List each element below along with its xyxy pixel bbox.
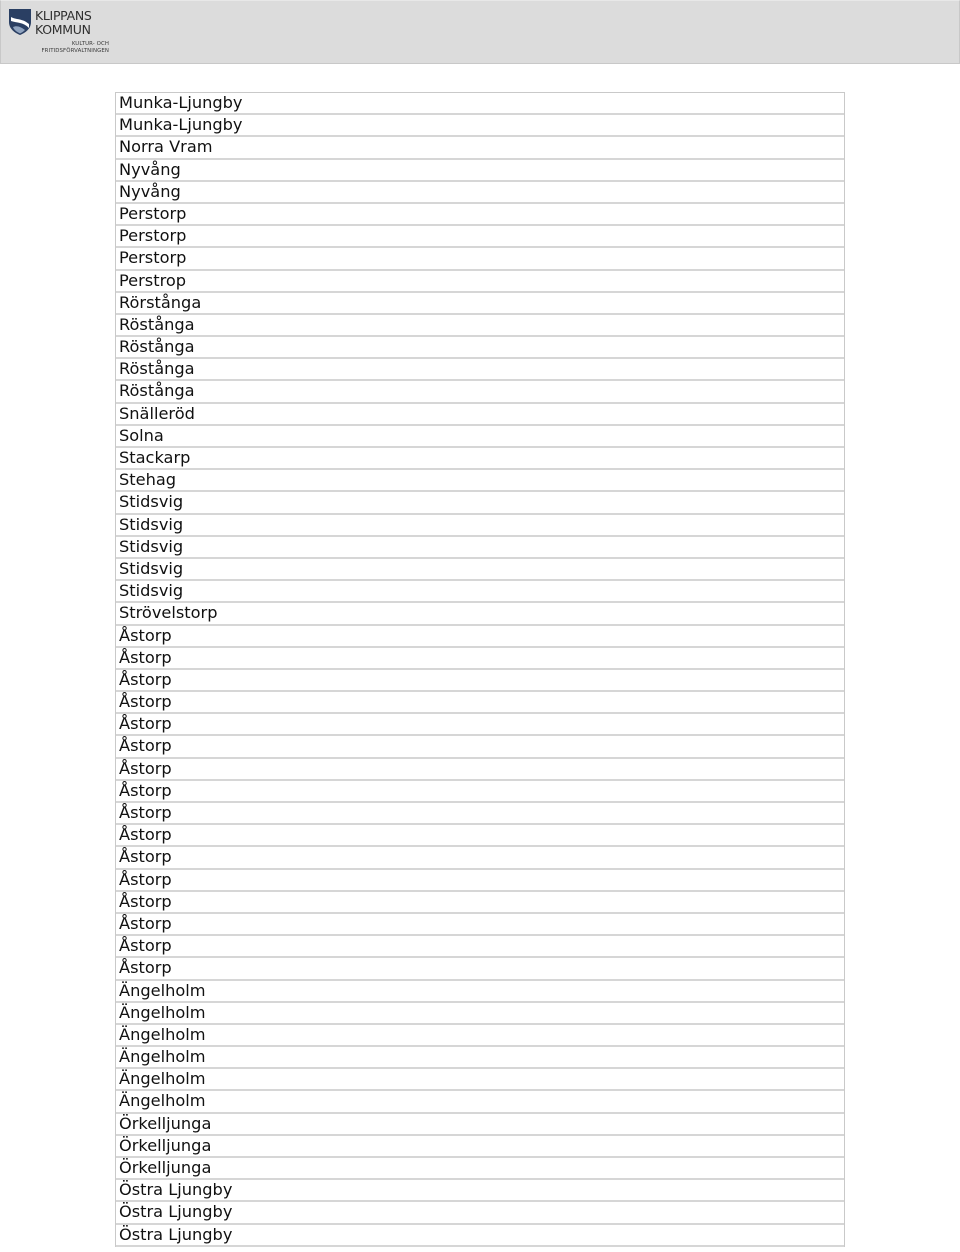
table-row: Östra Ljungby xyxy=(116,1202,844,1224)
table-row: Stidsvig xyxy=(116,559,844,581)
table-row: Åstorp xyxy=(116,936,844,958)
table-row: Åstorp xyxy=(116,648,844,670)
department-name: KULTUR- OCH FRITIDSFÖRVALTNINGEN xyxy=(41,41,109,54)
table-row: Åstorp xyxy=(116,736,844,758)
table-row: Åstorp xyxy=(116,714,844,736)
table-row: Ängelholm xyxy=(116,1003,844,1025)
table-row: Ängelholm xyxy=(116,1069,844,1091)
table-row: Åstorp xyxy=(116,759,844,781)
table-row: Munka-Ljungby xyxy=(116,115,844,137)
table-row: Åstorp xyxy=(116,803,844,825)
table-row: Stehag xyxy=(116,470,844,492)
table-row: Röstånga xyxy=(116,337,844,359)
table-row: Ängelholm xyxy=(116,981,844,1003)
table-row: Munka-Ljungby xyxy=(116,93,844,115)
table-row: Åstorp xyxy=(116,626,844,648)
table-row: Östra Ljungby xyxy=(116,1180,844,1202)
page-header xyxy=(0,0,960,64)
table-row: Åstorp xyxy=(116,670,844,692)
table-row: Nyvång xyxy=(116,182,844,204)
table-row: Åstorp xyxy=(116,781,844,803)
table-row: Rörstånga xyxy=(116,293,844,315)
table-row: Ängelholm xyxy=(116,1025,844,1047)
table-row: Åstorp xyxy=(116,892,844,914)
table-row: Stidsvig xyxy=(116,537,844,559)
org-name: KLIPPANS KOMMUN xyxy=(35,8,92,37)
place-name-table xyxy=(115,92,845,1247)
table-row: Röstånga xyxy=(116,315,844,337)
table-row: Solna xyxy=(116,426,844,448)
table-row: Perstorp xyxy=(116,226,844,248)
table-row: Strövelstorp xyxy=(116,603,844,625)
table-row: Åstorp xyxy=(116,825,844,847)
table-row: Stackarp xyxy=(116,448,844,470)
klippans-kommun-logo xyxy=(8,8,108,58)
table-row: Åstorp xyxy=(116,870,844,892)
table-row: Norra Vram xyxy=(116,137,844,159)
municipal-shield-icon xyxy=(8,8,32,36)
table-row: Stidsvig xyxy=(116,492,844,514)
table-row: Röstånga xyxy=(116,359,844,381)
table-row: Örkelljunga xyxy=(116,1136,844,1158)
table-row: Röstånga xyxy=(116,381,844,403)
table-row: Ängelholm xyxy=(116,1047,844,1069)
table-row: Nyvång xyxy=(116,160,844,182)
table-row: Perstrop xyxy=(116,271,844,293)
table-row: Åstorp xyxy=(116,914,844,936)
table-row: Snälleröd xyxy=(116,404,844,426)
table-row: Perstorp xyxy=(116,248,844,270)
table-row: Stidsvig xyxy=(116,515,844,537)
table-row: Åstorp xyxy=(116,692,844,714)
table-row: Örkelljunga xyxy=(116,1158,844,1180)
table-row: Åstorp xyxy=(116,847,844,869)
table-row: Örkelljunga xyxy=(116,1114,844,1136)
table-row: Stidsvig xyxy=(116,581,844,603)
table-row: Åstorp xyxy=(116,958,844,980)
table-row: Perstorp xyxy=(116,204,844,226)
table-row: Ängelholm xyxy=(116,1091,844,1113)
table-row: Östra Ljungby xyxy=(116,1225,844,1247)
